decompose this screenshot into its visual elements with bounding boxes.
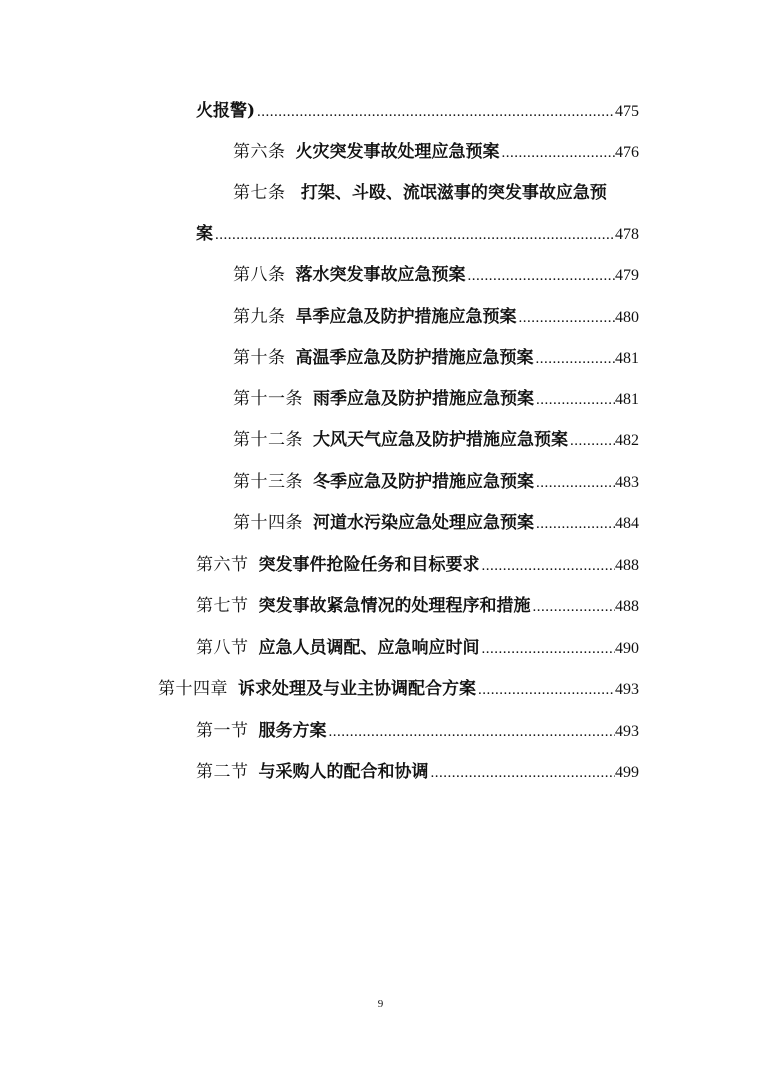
toc-entry-number: 第一节 [196, 721, 249, 740]
toc-entry-number: 第八节 [196, 638, 249, 657]
toc-leader-dots [476, 675, 615, 705]
toc-leader-dots [480, 551, 616, 581]
toc-leader-dots [531, 592, 616, 622]
toc-entry[interactable] [233, 343, 639, 373]
toc-entry-title: 应急人员调配、应急响应时间 [258, 638, 480, 658]
toc-entry-title: 突发事件抢险任务和目标要求 [258, 555, 480, 575]
toc-entry-title: 落水突发事故应急预案 [295, 265, 466, 285]
toc-entry-title: 大风天气应急及防护措施应急预案 [313, 430, 568, 450]
toc-entry[interactable] [233, 384, 639, 414]
toc-leader-dots [568, 426, 615, 456]
toc-entry-page: 493 [615, 723, 639, 740]
toc-entry-title: 突发事故紧急情况的处理程序和措施 [258, 596, 531, 616]
toc-entry[interactable] [196, 96, 639, 126]
toc-leader-dots [255, 97, 615, 127]
toc-entry[interactable] [196, 591, 639, 621]
toc-entry-page: 476 [615, 144, 639, 161]
toc-entry-number: 第十四条 [233, 513, 303, 532]
toc-leader-dots [517, 303, 616, 333]
toc-entry-page: 481 [615, 350, 639, 367]
toc-entry-title: 河道水污染应急处理应急预案 [313, 513, 534, 533]
toc-entry[interactable] [233, 425, 639, 455]
toc-entry-title: 火报警) [196, 101, 256, 121]
toc-entry[interactable] [233, 302, 639, 332]
toc-entry-page: 475 [615, 103, 639, 120]
toc-entry[interactable] [196, 716, 639, 746]
toc-entry-page: 483 [615, 474, 639, 491]
toc-entry[interactable] [196, 633, 639, 663]
toc-entry-title: 服务方案 [258, 721, 327, 741]
toc-entry-page: 481 [615, 391, 639, 408]
toc-leader-dots [327, 717, 616, 747]
toc-entry-title: 火灾突发事故处理应急预案 [295, 142, 500, 162]
toc-entry[interactable] [233, 467, 639, 497]
toc-entry-page: 484 [615, 515, 639, 532]
toc-entry-number: 第十一条 [233, 389, 303, 408]
toc-entry-page: 490 [615, 640, 639, 657]
toc-entry-page: 488 [615, 557, 639, 574]
toc-entry-title: 旱季应急及防护措施应急预案 [295, 307, 517, 327]
toc-entry-number: 第十二条 [233, 430, 303, 449]
toc-entry-number: 第八条 [233, 265, 286, 284]
toc-entry-number: 第十三条 [233, 472, 303, 491]
toc-entry-page: 480 [615, 309, 639, 326]
toc-entry-page: 488 [615, 598, 639, 615]
toc-leader-dots [429, 758, 616, 788]
toc-entry[interactable] [196, 757, 639, 787]
toc-entry-page: 478 [615, 226, 639, 243]
toc-leader-dots [534, 385, 615, 415]
toc-entry-title: 高温季应急及防护措施应急预案 [295, 348, 534, 368]
toc-entry-title: 案 [196, 224, 213, 244]
toc-entry-number: 第六条 [233, 142, 286, 161]
toc-leader-dots [466, 261, 616, 291]
toc-entry-number: 第七节 [196, 596, 249, 615]
toc-entry[interactable] [233, 260, 639, 290]
toc-entry[interactable] [233, 137, 639, 167]
toc-entry-number: 第十条 [233, 348, 286, 367]
page-number: 9 [377, 998, 384, 1010]
toc-entry-page: 493 [615, 681, 639, 698]
toc-entry-number: 第六节 [196, 555, 249, 574]
toc-leader-dots [213, 220, 615, 250]
toc-entry-number: 第十四章 [158, 679, 228, 698]
toc-entry-page: 482 [615, 432, 639, 449]
toc-leader-dots [534, 468, 615, 498]
toc-entry[interactable] [196, 219, 639, 249]
toc-entry-title: 冬季应急及防护措施应急预案 [313, 472, 534, 492]
toc-entry[interactable] [158, 674, 639, 704]
toc-leader-dots [534, 509, 615, 539]
toc-entry-page: 479 [615, 267, 639, 284]
toc-entry[interactable] [196, 550, 639, 580]
toc-entry-title: 诉求处理及与业主协调配合方案 [238, 679, 476, 699]
toc-entry-number: 第七条 [233, 183, 286, 202]
toc-leader-dots [480, 634, 616, 664]
toc-leader-dots [500, 138, 616, 168]
toc-entry-page: 499 [615, 764, 639, 781]
toc-entry-number: 第九条 [233, 307, 286, 326]
toc-entry[interactable] [233, 178, 607, 208]
toc-leader-dots [534, 344, 616, 374]
toc-entry-title: 打架、斗殴、流氓滋事的突发事故应急预 [300, 183, 607, 203]
toc-entry[interactable] [233, 508, 639, 538]
toc-entry-title: 雨季应急及防护措施应急预案 [313, 389, 534, 409]
toc-entry-title: 与采购人的配合和协调 [258, 762, 429, 782]
toc-entry-number: 第二节 [196, 762, 249, 781]
